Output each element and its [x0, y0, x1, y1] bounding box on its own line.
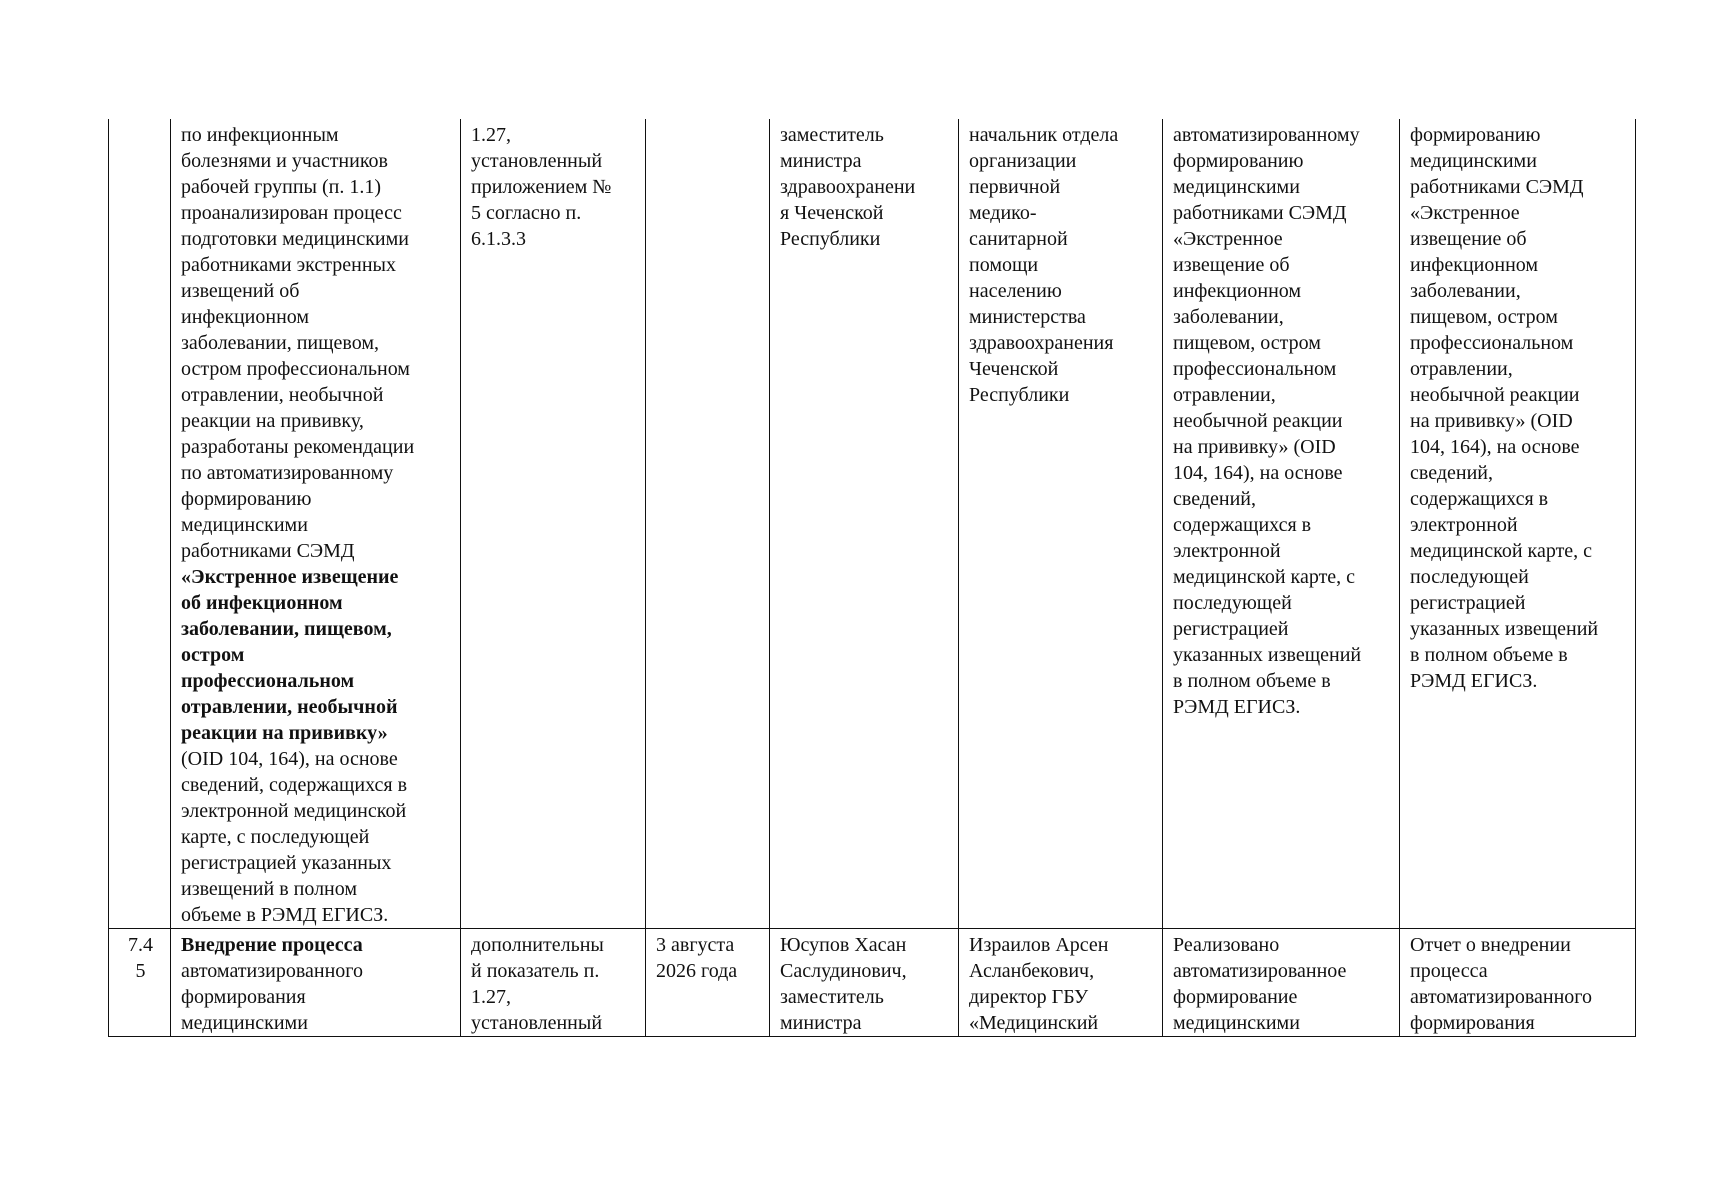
deadline-cell — [646, 119, 770, 929]
result-cell: автоматизированному формированию медицинскими работниками СЭМД «Экстренное извещение об инфекционном заболевании, пищевом, остром профессиональном отравлении, необычной реакции на прививку» (OID 104, 164), на основе сведений, содержащихся в электронной медицинской карте, с последующей регистрацией указанных извещений в полном объеме в РЭМД ЕГИСЗ. — [1163, 119, 1400, 929]
measures-table — [108, 119, 1636, 1037]
activity-text: автоматизированного формирования медицинскими — [181, 960, 364, 1034]
row-number-cell: 7.4 5 — [109, 929, 171, 1037]
executor-cell: начальник отдела организации первичной медико- санитарной помощи населению министерства здравоохранения Чеченской Республики — [959, 119, 1163, 929]
activity-bold-text: Внедрение процесса — [181, 934, 363, 956]
responsible-cell: Юсупов Хасан Саслудинович, заместитель министра — [770, 929, 959, 1037]
activity-cell — [171, 929, 461, 1037]
activity-bold-text: «Экстренное извещение об инфекционном заболевании, пищевом, остром профессиональном отравлении, необычной реакции на прививку» — [181, 566, 399, 744]
activity-text-continued: (OID 104, 164), на основе сведений, содержащихся в электронной медицинской карте, с последующей регистрацией указанных извещений в полном объеме в РЭМД ЕГИСЗ. — [181, 748, 408, 926]
indicator-cell: 1.27, установленный приложением № 5 согласно п. 6.1.3.3 — [461, 119, 646, 929]
deadline-cell: 3 августа 2026 года — [646, 929, 770, 1037]
document-cell: формированию медицинскими работниками СЭМД «Экстренное извещение об инфекционном заболевании, пищевом, остром профессиональном отравлении, необычной реакции на прививку» (OID 104, 164), на основе сведений, содержащихся в электронной медицинской карте, с последующей регистрацией указанных извещений в полном объеме в РЭМД ЕГИСЗ. — [1400, 119, 1636, 929]
table-row — [109, 929, 1636, 1037]
responsible-cell: заместитель министра здравоохранени я Чеченской Республики — [770, 119, 959, 929]
table-row — [109, 119, 1636, 929]
activity-text: по инфекционным болезнями и участников рабочей группы (п. 1.1) проанализирован процесс подготовки медицинскими работниками экстренных извещений об инфекционном заболевании, пищевом, остром профессиональном отравлении, необычной реакции на прививку, разработаны рекомендации по автоматизированному формированию медицинскими работниками СЭМД — [181, 124, 415, 562]
result-cell: Реализовано автоматизированное формирование медицинскими — [1163, 929, 1400, 1037]
row-number-cell — [109, 119, 171, 929]
executor-cell: Израилов Арсен Асланбекович, директор ГБУ «Медицинский — [959, 929, 1163, 1037]
document-cell: Отчет о внедрении процесса автоматизированного формирования — [1400, 929, 1636, 1037]
indicator-cell: дополнительны й показатель п. 1.27, установленный — [461, 929, 646, 1037]
activity-cell — [171, 119, 461, 929]
